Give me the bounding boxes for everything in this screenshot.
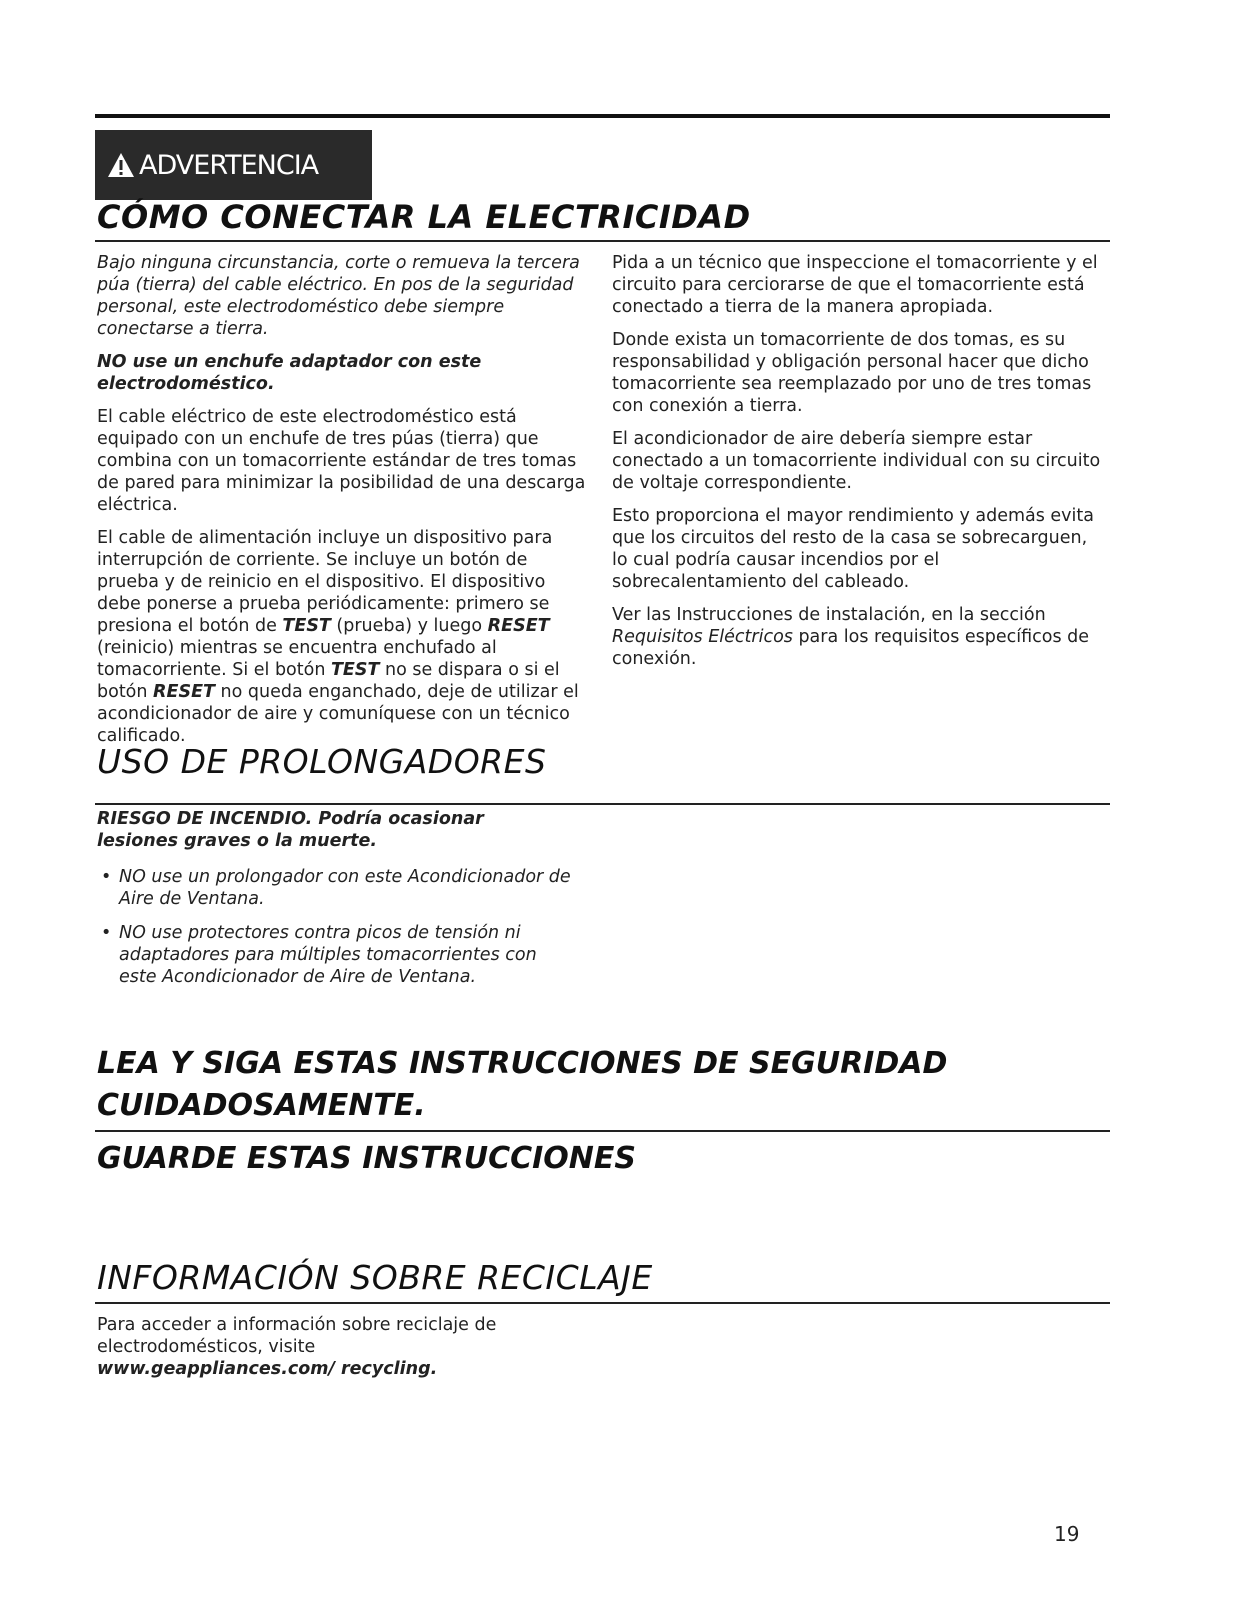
recycling-link[interactable]: www.geappliances.com/ recycling. <box>97 1359 438 1379</box>
plug-paragraph: El cable eléctrico de este electrodoméstico está equipado con un enchufe de tres púas (tierra) que combina con un tomacorriente estándar de tres tomas de pared para minimizar la posibilidad de una descarga eléctrica. <box>97 407 586 515</box>
top-rule <box>95 114 1110 118</box>
warning-banner <box>95 130 372 200</box>
list-item: • NO use protectores contra picos de tensión ni adaptadores para múltiples tomacorrientes con este Acondicionador de Aire de Ventana. <box>97 922 577 988</box>
requirements-italic: Requisitos Eléctricos <box>612 627 793 647</box>
performance-paragraph: Esto proporciona el mayor rendimiento y además evita que los circuitos del resto de la casa se sobrecarguen, lo cual podría causar incendios por el sobrecalentamiento del cableado. <box>612 506 1094 592</box>
section-rule <box>95 803 1110 805</box>
warning-triangle-icon <box>107 151 135 179</box>
intro-paragraph: Bajo ninguna circunstancia, corte o remueva la tercera púa (tierra) del cable eléctrico. En pos de la seguridad personal, este electrodoméstico debe siempre conectarse a tierra. <box>97 253 580 339</box>
test-label: TEST <box>331 660 380 680</box>
requirements-paragraph <box>612 604 1107 670</box>
safety-line-2: CUIDADOSAMENTE. <box>97 1088 426 1123</box>
save-instructions-heading: GUARDE ESTAS INSTRUCCIONES <box>97 1141 637 1176</box>
two-prong-paragraph: Donde exista un tomacorriente de dos tomas, es su responsabilidad y obligación personal hacer que dicho tomacorriente sea reemplazado por uno de tres tomas con conexión a tierra. <box>612 330 1092 416</box>
technician-paragraph: Pida a un técnico que inspeccione el tomacorriente y el circuito para cerciorarse de que el tomacorriente está conectado a tierra de la manera apropiada. <box>612 253 1098 317</box>
text-span: Para acceder a información sobre reciclaje de electrodomésticos, visite <box>97 1315 497 1357</box>
text-span: (reinicio) mientras se encuentra enchufado al tomacorriente. Si el botón <box>97 638 497 680</box>
test-label: TEST <box>282 616 331 636</box>
section-title-electricity: CÓMO CONECTAR LA ELECTRICIDAD <box>97 198 751 236</box>
section-rule <box>95 240 1110 242</box>
left-column <box>97 252 592 758</box>
text-span: no queda enganchado, deje de utilizar el acondicionador de aire y comuníquese con un técnico calificado. <box>97 682 579 746</box>
text-span: para los requisitos específicos de conexión. <box>612 627 1090 669</box>
page-number: 19 <box>1054 1522 1080 1546</box>
reset-label: RESET <box>153 682 215 702</box>
safety-line-1: LEA Y SIGA ESTAS INSTRUCCIONES DE SEGURIDAD <box>97 1046 948 1081</box>
warning-label: ADVERTENCIA <box>139 149 319 181</box>
list-item: • NO use un prolongador con este Acondicionador de Aire de Ventana. <box>97 866 577 910</box>
text-span: Ver las Instrucciones de instalación, en la sección <box>612 605 1046 625</box>
individual-circuit-paragraph: El acondicionador de aire debería siempre estar conectado a un tomacorriente individual con su circuito de voltaje correspondiente. <box>612 429 1101 493</box>
recycling-paragraph <box>97 1314 557 1380</box>
section-rule <box>95 1130 1110 1132</box>
extension-bullets <box>97 866 577 1000</box>
gfci-paragraph <box>97 527 592 747</box>
reset-label: RESET <box>487 616 550 636</box>
fire-risk-warning: RIESGO DE INCENDIO. Podría ocasionar lesiones graves o la muerte. <box>97 809 484 851</box>
text-span: El cable de alimentación incluye un dispositivo para interrupción de corriente. Se incluye un botón de prueba y de reinicio en el dispositivo. El dispositivo debe ponerse a prueba periódicamente: primero se presiona el botón de <box>97 528 553 636</box>
safety-heading <box>97 1043 947 1127</box>
section-title-extension: USO DE PROLONGADORES <box>97 742 547 781</box>
right-column <box>612 252 1107 681</box>
text-span: no se dispara o si el botón <box>97 660 560 702</box>
section-title-recycling: INFORMACIÓN SOBRE RECICLAJE <box>97 1258 653 1297</box>
adapter-warning: NO use un enchufe adaptador con este electrodoméstico. <box>97 352 482 394</box>
text-span: (prueba) y luego <box>330 616 488 636</box>
section-rule <box>95 1302 1110 1304</box>
